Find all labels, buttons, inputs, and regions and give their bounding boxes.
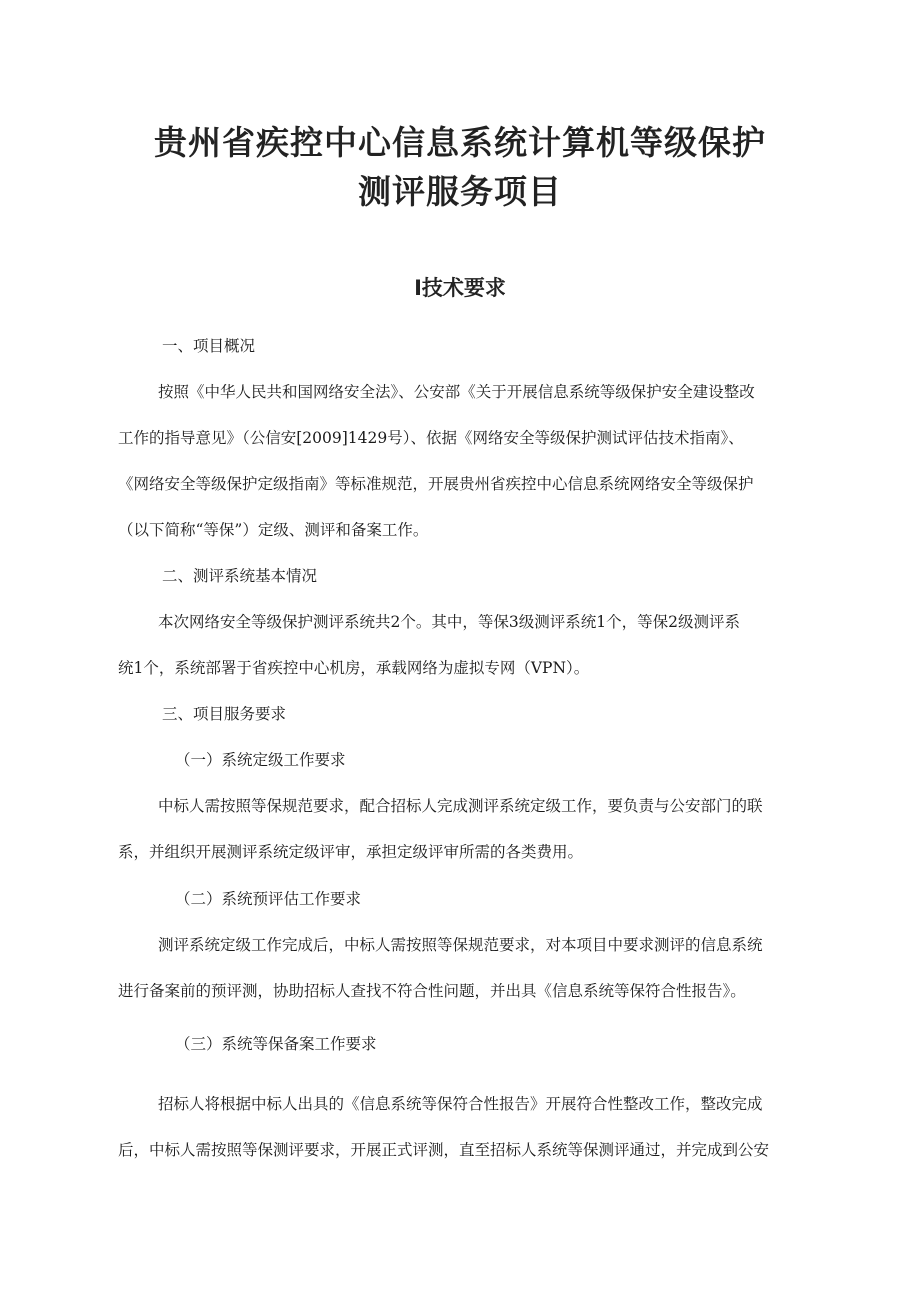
paragraph-line: 系，并组织开展测评系统定级评审，承担定级评审所需的各类费用。 (118, 843, 584, 861)
section-title: Ⅰ技术要求 (414, 276, 506, 300)
paragraph-line: 按照《中华人民共和国网络安全法》、公安部《关于开展信息系统等级保护安全建设整改 (158, 383, 755, 401)
paragraph-line: （以下简称“等保”）定级、测评和备案工作。 (118, 521, 429, 539)
paragraph-line: 后，中标人需按照等保测评要求，开展正式评测，直至招标人系统等保测评通过，并完成到公安 (118, 1141, 770, 1159)
heading-service-requirements: 三、项目服务要求 (162, 705, 287, 723)
paragraph-line: 测评系统定级工作完成后，中标人需按照等保规范要求，对本项目中要求测评的信息系统 (158, 936, 763, 954)
subheading-pre-assessment: （二）系统预评估工作要求 (175, 890, 362, 908)
paragraph-line: 中标人需按照等保规范要求，配合招标人完成测评系统定级工作，要负责与公安部门的联 (158, 797, 763, 815)
paragraph-line: 《网络安全等级保护定级指南》等标准规范，开展贵州省疾控中心信息系统网络安全等级保护 (118, 475, 754, 493)
document-title-line-2: 测评服务项目 (358, 172, 562, 211)
paragraph-line: 工作的指导意见》（公信安[2009]1429号）、依据《网络安全等级保护测试评估技术指南》、 (118, 429, 744, 447)
paragraph-line: 招标人将根据中标人出具的《信息系统等保符合性报告》开展符合性整改工作，整改完成 (158, 1095, 763, 1113)
paragraph-line: 进行备案前的预评测，协助招标人查找不符合性问题，并出具《信息系统等保符合性报告》。 (118, 982, 746, 1000)
heading-system-basics: 二、测评系统基本情况 (162, 567, 318, 585)
heading-project-overview: 一、项目概况 (162, 337, 256, 355)
subheading-grading: （一）系统定级工作要求 (175, 751, 346, 769)
paragraph-line: 本次网络安全等级保护测评系统共2个。其中，等保3级测评系统1个，等保2级测评系 (158, 613, 740, 631)
document-title-line-1: 贵州省疾控中心信息系统计算机等级保护 (154, 123, 766, 162)
subheading-filing: （三）系统等保备案工作要求 (175, 1035, 377, 1053)
paragraph-line: 统1个，系统部署于省疾控中心机房，承载网络为虚拟专网（VPN）。 (118, 659, 590, 677)
